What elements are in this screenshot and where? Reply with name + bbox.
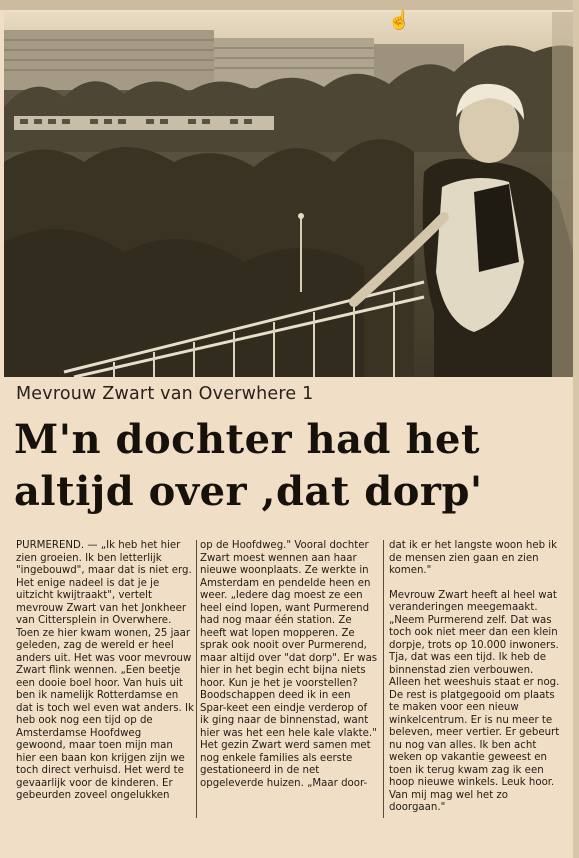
headline-line-2: altijd over ,dat dorp' (14, 468, 483, 515)
column-text: Mevrouw Zwart heeft al heel wat veranderingen meegemaakt. „Neem Purmerend zelf. Dat was toch ook niet meer dan een klein dorpje, trots op 10.000 inwoners. Tja, dat was een tijd. Ik heb de binnenstad zien verbouwen. Alleen het weeshuis staat er nog. De rest is platgegooid om plaats te maken voor een nieuw winkelcentrum. Er is nu meer te beleven, meer vertier. Er gebeurt nu nog van alles. Ik ben acht weken op vakantie geweest en toen ik terug kwam zag ik een hoop nieuwe winkels. Leuk hoor. Van mij mag wel het zo doorgaan." (389, 589, 560, 813)
paper-edge (0, 0, 579, 10)
hand-cursor-icon: ☝ (388, 10, 411, 31)
column-text: dat ik er het langste woon heb ik de mensen zien gaan en zien komen." (389, 540, 558, 576)
column-text: PURMEREND. — „Ik heb het hier zien groeien. Ik ben letterlijk "ingebouwd", maar dat is niet erg. Het enige nadeel is dat je je uitzicht kwijtraakt", vertelt mevrouw Zwart van het Jonkheer van Cittersplein in Overwhere. Toen ze hier kwam wonen, 25 jaar geleden, zag de wereld er heel anders uit. Het was voor mevrouw Zwart flink wennen. „Een beetje een dooie boel hoor. Van huis uit ben ik namelijk Rotterdamse en dat is toch wel even wat anders. Ik heb ook nog een tijd op de Amsterdamse Hoofdweg gewoond, maar toen mijn man hier een baan kon krijgen zijn we toch direct verhuisd. Het werd te gevaarlijk voor de kinderen. Er gebeurden zoveel ongelukken (16, 540, 194, 801)
article-column-3 (389, 540, 567, 815)
column-text: op de Hoofdweg." Vooral dochter Zwart moest wennen aan haar nieuwe woonplaats. Ze werkte in Amsterdam en pendelde heen en weer. „Iedere dag moest ze een heel eind lopen, want Purmerend had nog maar één station. Ze heeft wat lopen mopperen. Ze sprak ook nooit over Purmerend, maar altijd over "dat dorp". Er was hier in het begin echt bijna niets hoor. Kun je het je voorstellen? Boodschappen deed ik in een Spar-keet een eindje verderop of ik ging naar de binnenstad, want hier was het een hele kale vlakte." Het gezin Zwart werd samen met nog enkele families als eerste gestationeerd in de net opgeleverde huizen. „Maar door- (200, 540, 378, 789)
column-divider (196, 540, 197, 818)
article-photo (4, 12, 573, 377)
article-column-1 (16, 540, 194, 803)
article-column-2 (200, 540, 378, 790)
article-headline (14, 414, 574, 518)
column-divider (383, 540, 384, 818)
headline-line-1: M'n dochter had het (14, 416, 480, 463)
article-kicker: Mevrouw Zwart van Overwhere 1 (16, 384, 314, 404)
